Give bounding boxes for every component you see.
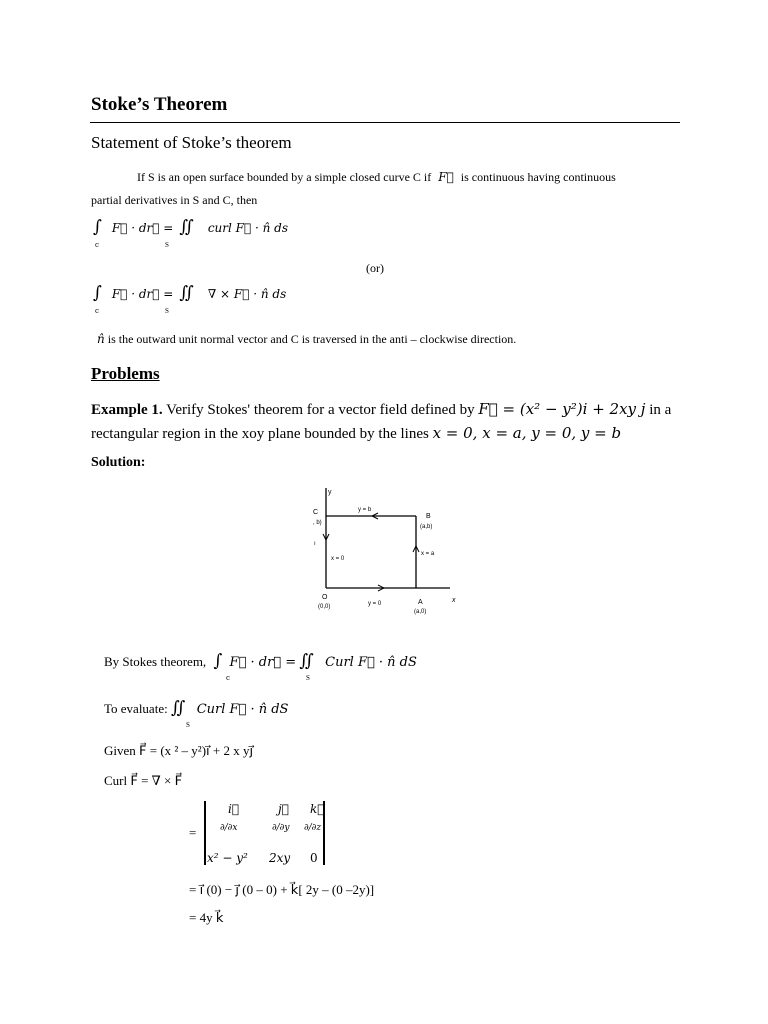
label-edge-left: x = 0 <box>331 556 345 562</box>
or-text: (or) <box>366 261 384 275</box>
line-integral-sign: ∫ <box>93 217 102 237</box>
to-evaluate-line: To evaluate: ∬ Curl F⃗ · n̂ dS <box>104 698 289 718</box>
det-left-bar <box>204 801 206 865</box>
statement-line-2: partial derivatives in S and C, then <box>91 193 258 207</box>
equation-2: ∫ F⃗ · dr⃗ = ∬ ∇ × F⃗ · n̂ ds <box>93 283 287 303</box>
given-line: Given F⃗ = (x ² – y²)i⃗ + 2 x yj⃗ <box>104 743 254 758</box>
equation-1: ∫ F⃗ · dr⃗ = ∬ curl F⃗ · n̂ ds <box>93 217 289 237</box>
result-line: = 4y k⃗ <box>189 910 224 925</box>
label-x: x <box>452 597 456 604</box>
title-rule <box>90 122 680 123</box>
example-1: Example 1. Verify Stokes' theorem for a vector field defined by F⃗ = (x² − y²)i + 2xy j in a rectangular region in the xoy plane bounded by the lines x = 0, x = a, y = 0, y = b <box>91 400 672 442</box>
problems-heading: Problems <box>91 364 160 383</box>
label-O-coord: (0,0) <box>318 604 331 610</box>
double-integral-sign: ∬ <box>179 283 194 303</box>
label-y: y <box>328 489 332 496</box>
normal-vector-note: n̂ is the outward unit normal vector and C is traversed in the anti – clockwise direction. <box>97 332 517 346</box>
matrix-cell: i⃗ <box>228 802 240 816</box>
matrix-cell: ∂/∂x <box>220 823 238 833</box>
label-C: C <box>313 509 319 516</box>
matrix-cell: 0 <box>310 851 318 865</box>
solution-heading: Solution: <box>91 455 146 470</box>
statement-line-1: If S is an open surface bounded by a simple closed curve C if F⃗ is continuous having continuous <box>137 170 616 184</box>
matrix-cell: ∂/∂z <box>304 823 322 833</box>
matrix-cell: 2xy <box>269 851 291 865</box>
matrix-cell: k⃗ <box>310 802 325 816</box>
matrix-cell: ∂/∂y <box>272 823 290 833</box>
label-edge-top: y = b <box>358 507 372 513</box>
section-heading: Statement of Stoke’s theorem <box>91 133 292 152</box>
expansion-line: = i⃗ (0) − j⃗ (0 – 0) + k⃗[ 2y – (0 –2y)] <box>189 882 375 897</box>
matrix-cell: j⃗ <box>278 802 289 816</box>
double-integral-sign: ∬ <box>179 217 194 237</box>
rectangle-region-figure <box>300 484 480 618</box>
label-edge-bottom: y = 0 <box>368 601 382 607</box>
label-A: A <box>418 599 423 606</box>
label-B-coord: (a,b) <box>420 524 433 530</box>
label-O: O <box>322 594 328 601</box>
label-C2: , b) <box>313 520 322 526</box>
label-tick: ı <box>314 541 316 547</box>
label-edge-right: x = a <box>421 551 435 557</box>
det-equals: = <box>189 825 197 840</box>
page-title: Stoke’s Theorem <box>91 94 228 115</box>
label-A-coord: (a,0) <box>414 609 427 615</box>
line-integral-sign: ∫ <box>93 283 102 303</box>
matrix-cell: x² − y² <box>207 851 248 865</box>
label-B: B <box>426 513 431 520</box>
curl-definition: Curl F⃗ = ∇ × F⃗ <box>104 773 183 788</box>
by-stokes-line: By Stokes theorem, ∫ F⃗ · dr⃗ = ∬ Curl F⃗ · n̂ dS <box>104 651 417 671</box>
